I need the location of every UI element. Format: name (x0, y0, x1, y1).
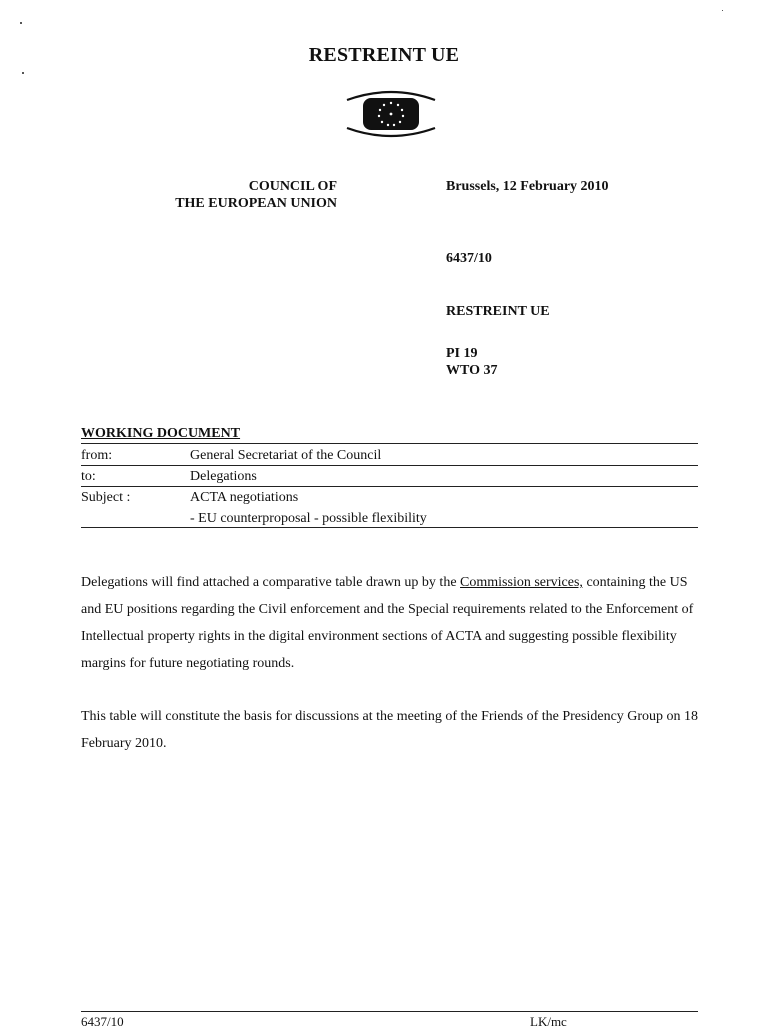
sender-line-2: THE EUROPEAN UNION (175, 196, 337, 211)
subject-line-1: ACTA negotiations (190, 490, 299, 505)
divider (81, 465, 698, 466)
scan-speck (722, 10, 723, 11)
divider (81, 443, 698, 444)
place-date: Brussels, 12 February 2010 (446, 179, 609, 194)
code-pi: PI 19 (446, 346, 478, 361)
subject-line-2: - EU counterproposal - possible flexibility (190, 511, 427, 526)
body-paragraph-2: This table will constitute the basis for discussions at the meeting of the Friends of the Presidency Group on 18 February 2010. (81, 709, 699, 751)
classification-header: RESTREINT UE (308, 44, 460, 66)
scan-speck (20, 22, 22, 24)
body-paragraph-1 (81, 569, 701, 677)
to-label: to: (81, 469, 96, 484)
commission-services-link: Commission services, (460, 575, 583, 590)
from-label: from: (81, 448, 113, 463)
document-number: 6437/10 (446, 251, 492, 266)
divider (81, 527, 698, 528)
classification-label: RESTREINT UE (446, 304, 550, 319)
paragraph-1-text-start: Delegations will find attached a comparative table drawn up by the (81, 575, 461, 590)
working-document-title: WORKING DOCUMENT (81, 426, 241, 441)
paragraph-1-text-end: containing the US and EU positions regarding the Civil enforcement and the Special requirements related to the Enforcement of Intellectual property rights in the digital environment sections of ACTA and suggesting possible flexibility margins for future negotiating rounds. (81, 575, 694, 671)
footer-divider (81, 1011, 698, 1012)
code-wto: WTO 37 (446, 363, 498, 378)
eu-council-emblem-icon (343, 90, 439, 138)
scan-speck (22, 72, 24, 74)
to-value: Delegations (190, 469, 257, 484)
sender-line-1: COUNCIL OF (248, 179, 337, 194)
divider (81, 486, 698, 487)
sender-block (130, 178, 337, 212)
from-value: General Secretariat of the Council (190, 448, 382, 463)
subject-label: Subject : (81, 490, 131, 505)
footer-initials: LK/mc (530, 1014, 567, 1029)
footer-doc-number: 6437/10 (81, 1014, 124, 1029)
